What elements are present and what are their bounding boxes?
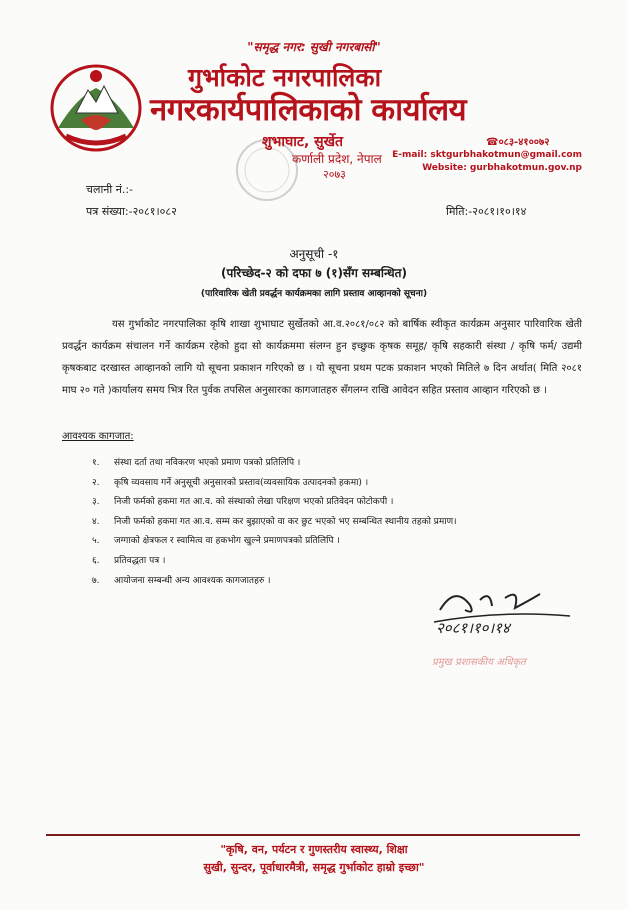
schedule-title: अनुसूची -१ — [289, 247, 339, 261]
email-address: E-mail: sktgurbhakotmun@gmail.com — [392, 150, 582, 160]
list-item — [92, 493, 457, 513]
address-line-1: शुभाघाट, सुर्खेत — [262, 134, 344, 150]
letter-date: मिति:-२०८१।१०।१४ — [446, 205, 527, 218]
website-address: Website: gurbhakotmun.gov.np — [422, 163, 582, 173]
list-item — [92, 532, 457, 552]
municipality-name: गुर्भाकोट नगरपालिका — [188, 63, 382, 92]
signature-date: २०८१।१०।१४ — [436, 619, 510, 637]
list-item — [92, 474, 457, 494]
list-item — [92, 572, 457, 592]
list-item-text: कृषि व्यवसाय गर्ने अनुसूची अनुसारको प्रस्ताव(व्यवसायिक उत्पादनको हकमा) । — [114, 477, 369, 488]
requirements-list — [92, 454, 457, 591]
list-item — [92, 552, 457, 572]
notice-subject: (पारिवारिक खेती प्रवर्द्धन कार्यक्रमका लागि प्रस्ताव आव्हानको सूचना) — [200, 289, 428, 299]
list-item — [92, 454, 457, 474]
chalani-number: चलानी नं.:- — [86, 183, 134, 196]
requirements-title: आवश्यक कागजात: — [62, 431, 134, 442]
patra-sankhya: पत्र संख्या:-२०८१।०८२ — [86, 205, 177, 218]
nepal-emblem-icon — [46, 58, 146, 154]
list-item-number: ४. — [92, 516, 100, 527]
list-item-text: जग्गाको क्षेत्रफल र स्वामित्व वा हकभोग खुल्ने प्रमाणपत्रको प्रतिलिपि । — [114, 536, 340, 547]
list-item-text: निजी फर्मको हकमा गत आ.व. को संस्थाको लेखा परिक्षण भएको प्रतिवेदन फोटोकपी । — [114, 497, 394, 508]
list-item-text: निजी फर्मको हकमा गत आ.व. सम्म कर बुझाएको वा कर छुट भएको भए सम्बन्धित स्थानीय तहको प्रमाण। — [114, 516, 457, 527]
schedule-subtitle: (परिच्छेद-२ को दफा ७ (१)सँग सम्बन्धित) — [221, 266, 407, 280]
list-item-text: प्रतिवद्धता पत्र । — [114, 555, 166, 566]
address-line-3: २०७३ — [323, 168, 346, 181]
office-name: नगरकार्यपालिकाको कार्यालय — [150, 92, 467, 128]
list-item-number: ६. — [92, 555, 100, 566]
tagline: "समृद्ध नगर: सुखी नगरबासी" — [247, 40, 381, 54]
notice-paragraph: यस गुर्भाकोट नगरपालिका कृषि शाखा शुभाघाट सुर्खेतको आ.व.२०८१/०८२ को बार्षिक स्वीकृत कार्यक्रम अनुसार पारिवारिक खेती प्रवर्द्धन कार्यक्रम संचालन गर्ने कार्यक्रम रहेको हुदा सो कार्यक्रममा संलग्न हुन इच्छुक कृषक समूह/ कृषि सहकारी संस्था / कृषि फर्म/ उद्यमी कृषकबाट दरखास्त आव्हानको लागि यो सूचना प्रकाशन गरिएको छ । यो सूचना प्रथम पटक प्रकाशन भएको मितिले ७ दिन अर्थात( मिति २०८१ माघ २० गते )कार्यालय समय भित्र रित पुर्वक तपसिल अनुसारका कागजातहरु सँगलग्न राखि आवेदन सहित प्रस्ताव आव्हान गरिएको छ । — [62, 319, 582, 396]
list-item-number: २. — [92, 477, 100, 488]
list-item-text: संस्था दर्ता तथा नविकरण भएको प्रमाण पत्रको प्रतिलिपि । — [114, 458, 301, 468]
list-item — [92, 513, 457, 533]
footer-slogan-line-2: सुखी, सुन्दर, पूर्वाधारमैत्री, समृद्ध गुर्भाकोट हाम्रो इच्छा" — [203, 861, 425, 874]
list-item-number: ७. — [92, 575, 100, 586]
phone-number: ☎०८३-४१००७२ — [486, 137, 550, 148]
list-item-text: आयोजना सम्बन्धी अन्य आवश्यक कागजातहरु । — [114, 575, 271, 586]
list-item-number: १. — [92, 458, 100, 468]
address-line-2: कर्णाली प्रदेश, नेपाल — [292, 152, 382, 166]
list-item-number: ३. — [92, 497, 100, 508]
footer-slogan-line-1: "कृषि, वन, पर्यटन र गुणस्तरीय स्वास्थ्य, शिक्षा — [220, 843, 408, 856]
officer-seal: प्रमुख प्रशासकीय अधिकृत — [432, 657, 526, 668]
footer-divider — [46, 834, 580, 836]
list-item-number: ५. — [92, 536, 100, 547]
